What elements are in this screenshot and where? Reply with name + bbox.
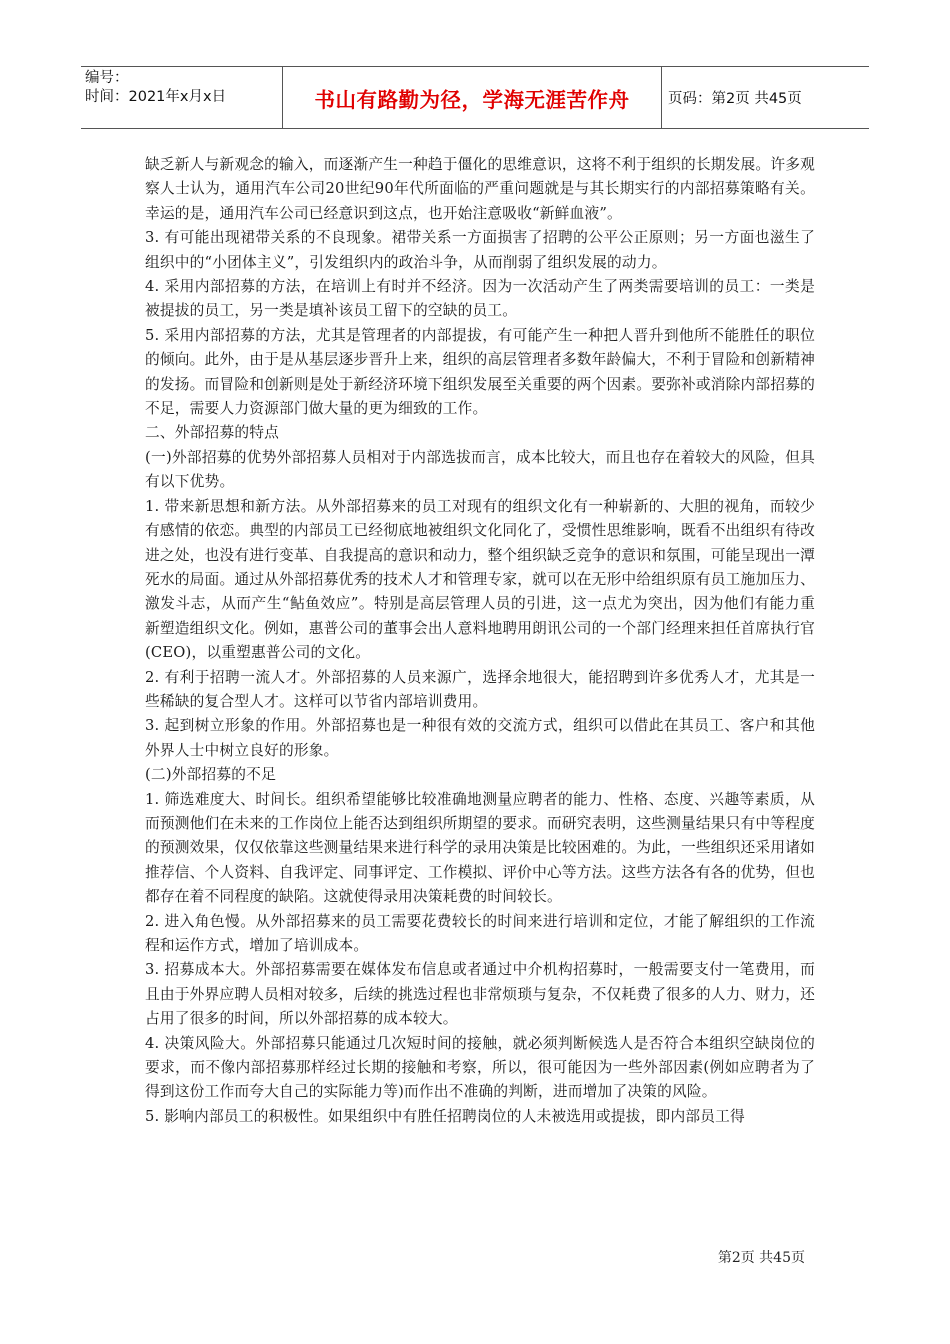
paragraph: 3. 招募成本大。外部招募需要在媒体发布信息或者通过中介机构招募时，一般需要支付一笔费用，而且由于外界应聘人员相对较多，后续的挑选过程也非常烦琐与复杂，不仅耗费了很多的人力、财力，还占用了很多的时间，所以外部招募的成本较大。 [145,961,815,1028]
paragraph: 5. 采用内部招募的方法，尤其是管理者的内部提拔，有可能产生一种把人晋升到他所不能胜任的职位的倾向。此外，由于是从基层逐步晋升上来，组织的高层管理者多数年龄偏大，不利于冒险和创新精神的发扬。而冒险和创新则是处于新经济环境下组织发展至关重要的两个因素。要弥补或消除内部招募的不足，需要人力资源部门做大量的更为细致的工作。 [145,326,815,418]
header-page-label: 页码：第2页 共45页 [668,91,802,107]
paragraph: 3. 有可能出现裙带关系的不良现象。裙带关系一方面损害了招聘的公平公正原则；另一方面也滋生了组织中的“小团体主义”，引发组织内的政治斗争，从而削弱了组织发展的动力。 [145,229,815,271]
paragraph: 缺乏新人与新观念的输入，而逐渐产生一种趋于僵化的思维意识，这将不利于组织的长期发展。许多观察人士认为，通用汽车公司20世纪90年代所面临的严重问题就是与其长期实行的内部招募策略有关。幸运的是，通用汽车公司已经意识到这点，也开始注意吸收“新鲜血液”。 [145,156,815,222]
paragraph: 4. 采用内部招募的方法，在培训上有时并不经济。因为一次活动产生了两类需要培训的员工：一类是被提拔的员工，另一类是填补该员工留下的空缺的员工。 [145,278,815,320]
paragraph: 1. 筛选难度大、时间长。组织希望能够比较准确地测量应聘者的能力、性格、态度、兴趣等素质，从而预测他们在未来的工作岗位上能否达到组织所期望的要求。而研究表明，这些测量结果只有中等程度的预测效果，仅仅依靠这些测量结果来进行科学的录用决策是比较困难的。为此，一些组织还采用诸如推荐信、个人资料、自我评定、同事评定、工作模拟、评价中心等方法。这些方法各有各的优势，但也都存在着不同程度的缺陷。这就使得录用决策耗费的时间较长。 [145,790,815,906]
paragraph: 2. 有利于招聘一流人才。外部招募的人员来源广，选择余地很大，能招聘到许多优秀人才，尤其是一些稀缺的复合型人才。这样可以节省内部培训费用。 [145,668,815,710]
header-page-cell [662,67,869,128]
paragraph: 3. 起到树立形象的作用。外部招募也是一种很有效的交流方式，组织可以借此在其员工、客户和其他外界人士中树立良好的形象。 [145,717,815,759]
page-footer [718,1247,805,1267]
number-label: 编号： [85,70,129,86]
header-motto-cell [282,67,662,128]
subsection-heading: (二)外部招募的不足 [145,766,276,784]
document-body [145,153,815,1129]
header-meta [81,67,282,128]
motto: 书山有路勤为径，学海无涯苦作舟 [314,87,630,112]
paragraph: 2. 进入角色慢。从外部招募来的员工需要花费较长的时间来进行培训和定位，才能了解组织的工作流程和运作方式，增加了培训成本。 [145,912,815,954]
page-header [81,66,869,129]
time-label: 时间：2021年x月x日 [85,89,227,105]
paragraph: (一)外部招募的优势外部招募人员相对于内部选拔而言，成本比较大，而且也存在着较大的风险，但具有以下优势。 [145,448,815,491]
paragraph: 4. 决策风险大。外部招募只能通过几次短时间的接触，就必须判断候选人是否符合本组织空缺岗位的要求，而不像内部招募那样经过长期的接触和考察，所以，很可能因为一些外部因素(例如应聘者为了得到这份工作而夸大自己的实际能力等)而作出不准确的判断，进而增加了决策的风险。 [145,1034,815,1101]
paragraph: 5. 影响内部员工的积极性。如果组织中有胜任招聘岗位的人未被选用或提拔，即内部员工得 [145,1107,745,1125]
section-heading: 二、外部招募的特点 [145,424,279,442]
paragraph: 1. 带来新思想和新方法。从外部招募来的员工对现有的组织文化有一种崭新的、大胆的视角，而较少有感情的依恋。典型的内部员工已经彻底地被组织文化同化了，受惯性思维影响，既看不出组织有待改进之处，也没有进行变革、自我提高的意识和动力，整个组织缺乏竞争的意识和氛围，可能呈现出一潭死水的局面。通过从外部招募优秀的技术人才和管理专家，就可以在无形中给组织原有员工施加压力、激发斗志，从而产生“鲇鱼效应”。特别是高层管理人员的引进，这一点尤为突出，因为他们有能力重新塑造组织文化。例如，惠普公司的董事会出人意料地聘用朗讯公司的一个部门经理来担任首席执行官(CEO)，以重塑惠普公司的文化。 [145,497,815,662]
footer-page-label: 第2页 共45页 [717,1250,805,1266]
